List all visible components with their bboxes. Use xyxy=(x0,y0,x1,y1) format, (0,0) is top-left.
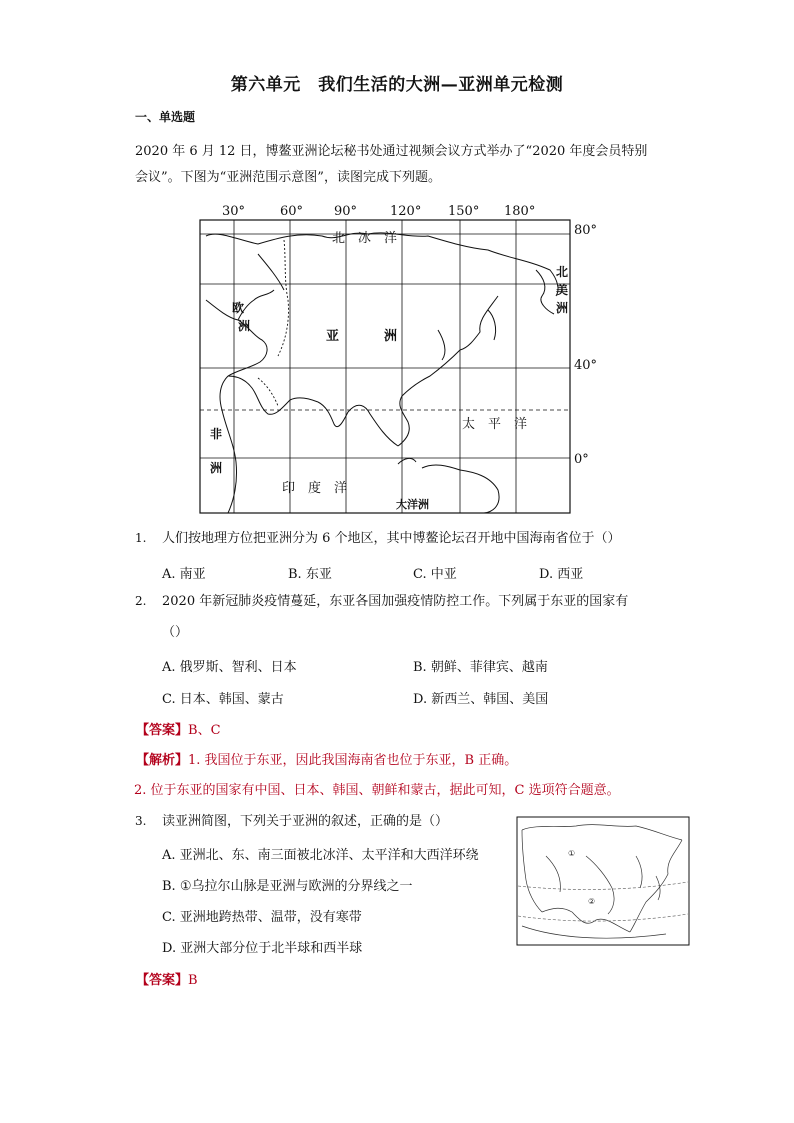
label-n-america-1: 北 xyxy=(556,265,569,279)
map2-marker-1: ① xyxy=(568,849,576,858)
question-1-option-a: A. 南亚 xyxy=(162,567,206,582)
continent-boundaries xyxy=(258,240,289,406)
answer-1-label: 【答案】 xyxy=(136,723,189,738)
map-frame xyxy=(200,220,570,513)
answer-1-value: B、C xyxy=(188,723,221,738)
label-arctic-ocean: 北 冰 洋 xyxy=(332,231,398,246)
answer-1 xyxy=(136,719,221,738)
label-indian-ocean: 印 度 洋 xyxy=(282,481,348,496)
page-title: 第六单元 我们生活的大洲—亚洲单元检测 xyxy=(230,75,564,95)
question-2-text-cont: （） xyxy=(162,625,189,640)
question-1-number: 1. xyxy=(135,531,147,545)
map-graticule xyxy=(200,220,570,513)
label-africa-1: 非 xyxy=(210,427,223,441)
label-europe-2: 洲 xyxy=(238,319,251,333)
lon-label-120: 120° xyxy=(390,204,422,219)
section-heading: 一、单选题 xyxy=(135,110,196,124)
lat-label-80: 80° xyxy=(574,223,598,238)
label-n-america-2: 美 xyxy=(556,283,569,297)
question-2-text: 2020 年新冠肺炎疫情蔓延，东亚各国加强疫情防控工作。下列属于东亚的国家有 xyxy=(162,594,629,609)
analysis-line-1 xyxy=(136,749,517,768)
question-2-option-b: B. 朝鲜、菲律宾、越南 xyxy=(413,660,548,675)
answer-2-value: B xyxy=(188,973,198,988)
answer-2 xyxy=(136,969,198,988)
question-2-option-c: C. 日本、韩国、蒙古 xyxy=(162,692,284,707)
question-1-option-c: C. 中亚 xyxy=(413,567,457,582)
question-1-option-b: B. 东亚 xyxy=(288,567,332,582)
analysis-text-1: 1. 我国位于东亚，因此我国海南省也位于东亚，B 正确。 xyxy=(188,753,518,768)
lon-label-90: 90° xyxy=(334,204,358,219)
question-3-option-c: C. 亚洲地跨热带、温带，没有寒带 xyxy=(162,910,362,925)
question-1-option-d: D. 西亚 xyxy=(539,567,584,582)
intro-line-2: 会议”。下图为“亚洲范围示意图”，读图完成下列题。 xyxy=(135,170,441,185)
asia-range-map xyxy=(198,200,608,516)
lat-label-40: 40° xyxy=(574,358,598,373)
label-n-america-3: 洲 xyxy=(556,301,569,315)
lon-label-180: 180° xyxy=(504,204,536,219)
analysis-label: 【解析】 xyxy=(136,753,189,768)
question-3-text: 读亚洲简图，下列关于亚洲的叙述，正确的是（） xyxy=(162,814,449,829)
label-asia-1: 亚 xyxy=(326,329,340,344)
lat-label-0: 0° xyxy=(574,452,589,467)
lon-label-30: 30° xyxy=(222,204,246,219)
answer-2-label: 【答案】 xyxy=(136,973,189,988)
intro-line-1: 2020 年 6 月 12 日，博鳌亚洲论坛秘书处通过视频会议方式举办了“2020 年度会员特别 xyxy=(135,144,648,159)
analysis-text-2: 2. 位于东亚的国家有中国、日本、韩国、朝鲜和蒙古，据此可知，C 选项符合题意。 xyxy=(134,783,620,798)
question-2-option-a: A. 俄罗斯、智利、日本 xyxy=(162,660,297,675)
coastlines xyxy=(206,233,558,513)
question-3-number: 3. xyxy=(135,814,147,828)
question-2-option-d: D. 新西兰、韩国、美国 xyxy=(413,692,549,707)
map2-marker-2: ② xyxy=(588,897,596,906)
question-2-number: 2. xyxy=(135,594,147,608)
label-oceania: 大洋洲 xyxy=(396,498,429,511)
question-3-option-b: B. ①乌拉尔山脉是亚洲与欧洲的分界线之一 xyxy=(162,879,413,894)
question-3-option-d: D. 亚洲大部分位于北半球和西半球 xyxy=(162,941,363,956)
lon-label-60: 60° xyxy=(280,204,304,219)
label-pacific: 太 平 洋 xyxy=(462,417,528,432)
lon-label-150: 150° xyxy=(448,204,480,219)
question-1-text: 人们按地理方位把亚洲分为 6 个地区，其中博鳌论坛召开地中国海南省位于（） xyxy=(162,531,621,546)
label-africa-2: 洲 xyxy=(210,461,223,475)
label-europe-1: 欧 xyxy=(232,301,245,315)
asia-sketch-map xyxy=(516,816,690,946)
label-asia-2: 洲 xyxy=(384,329,398,344)
question-3-option-a: A. 亚洲北、东、南三面被北冰洋、太平洋和大西洋环绕 xyxy=(162,848,479,863)
intro-paragraph xyxy=(135,139,675,191)
map2-frame xyxy=(517,817,689,945)
